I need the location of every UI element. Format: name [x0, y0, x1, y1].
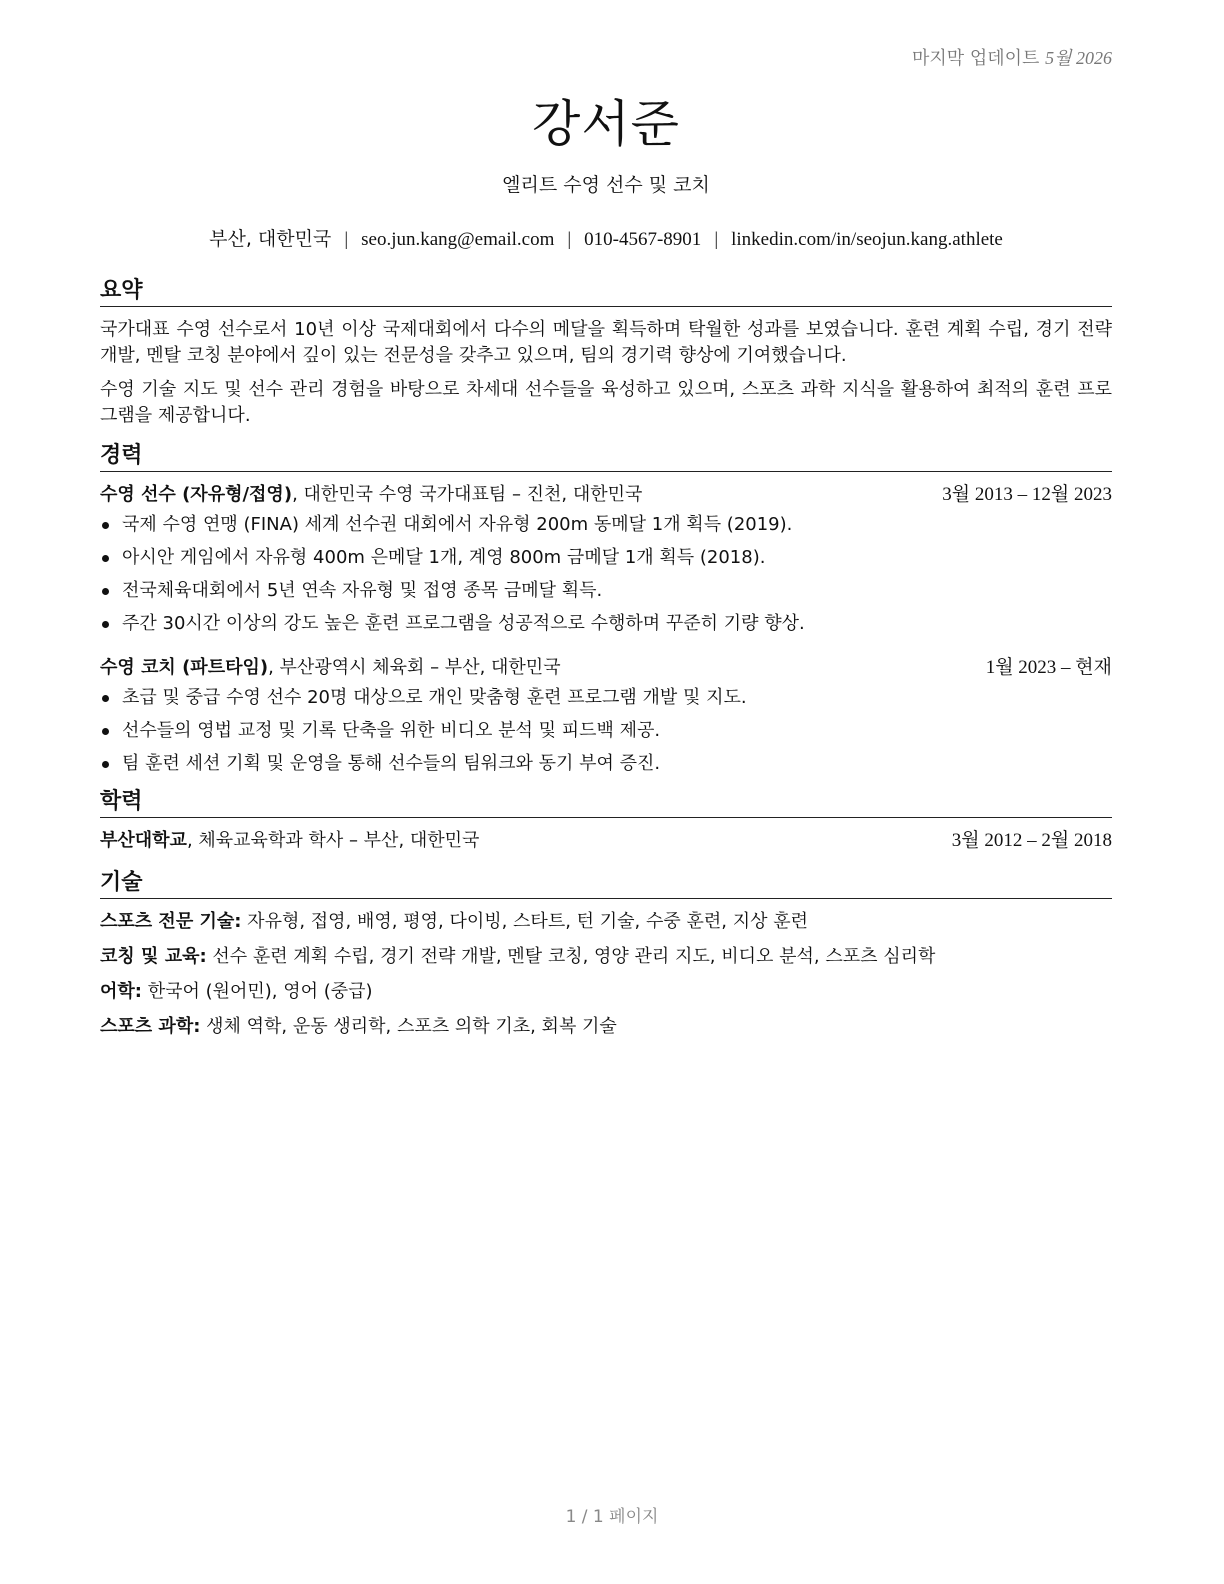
skills-section — [100, 870, 1112, 1040]
education-date: 3월 2012 – 2월 2018 — [951, 830, 1112, 851]
bullet-item — [100, 578, 1112, 604]
bullet-icon — [102, 588, 109, 595]
entry-header — [100, 482, 1112, 508]
bullet-item — [100, 545, 1112, 571]
summary-paragraph: 국가대표 수영 선수로서 10년 이상 국제대회에서 다수의 메달을 획득하며 탁월한 성과를 보였습니다. 훈련 계획 수립, 경기 전략 개발, 멘탈 코칭 분야에서 깊이 있는 전문성을 갖추고 있으며, 팀의 경기력 향상에 기여했습니다. — [100, 319, 1112, 366]
contact-phone: 010-4567-8901 — [584, 229, 702, 250]
skills-row — [100, 909, 1112, 935]
skills-value: 한국어 (원어민), 영어 (중급) — [141, 981, 373, 1002]
bullet-text: 주간 30시간 이상의 강도 높은 훈련 프로그램을 성공적으로 수행하며 꾸준히 기량 향상. — [122, 613, 805, 634]
bullet-icon — [102, 761, 109, 768]
summary-section — [100, 278, 1112, 429]
section-title-education: 학력 — [100, 789, 1112, 818]
bullet-text: 초급 및 중급 수영 선수 20명 대상으로 개인 맞춤형 훈련 프로그램 개발 및 지도. — [122, 687, 747, 708]
bullet-item — [100, 685, 1112, 711]
bullet-item — [100, 611, 1112, 637]
contact-linkedin[interactable]: linkedin.com/in/seojun.kang.athlete — [731, 229, 1003, 250]
skills-label: 코칭 및 교육: — [100, 946, 207, 967]
bullet-item — [100, 512, 1112, 538]
bullet-text: 팀 훈련 세션 기획 및 운영을 통해 선수들의 팀워크와 동기 부여 증진. — [122, 753, 661, 774]
contact-location: 부산, 대한민국 — [209, 228, 332, 250]
summary-paragraph: 수영 기술 지도 및 선수 관리 경험을 바탕으로 차세대 선수들을 육성하고 있으며, 스포츠 과학 지식을 활용하여 최적의 훈련 프로그램을 제공합니다. — [100, 379, 1112, 426]
education-entry — [100, 828, 1112, 854]
contact-line — [100, 224, 1112, 251]
resume-content — [100, 278, 1112, 1049]
candidate-name: 강서준 — [532, 95, 680, 153]
entry-title — [100, 655, 561, 681]
bullet-icon — [102, 621, 109, 628]
education-section — [100, 789, 1112, 854]
contact-separator: | — [344, 229, 349, 250]
bullet-icon — [102, 728, 109, 735]
entry-date: 3월 2013 – 12월 2023 — [942, 484, 1112, 505]
bullet-icon — [102, 695, 109, 702]
skills-value: 생체 역학, 운동 생리학, 스포츠 의학 기초, 회복 기술 — [200, 1016, 617, 1037]
section-title-experience: 경력 — [100, 443, 1112, 472]
bullet-text: 전국체육대회에서 5년 연속 자유형 및 접영 종목 금메달 획득. — [122, 580, 603, 601]
last-updated — [912, 44, 1112, 70]
bullet-text: 선수들의 영법 교정 및 기록 단축을 위한 비디오 분석 및 피드백 제공. — [122, 720, 661, 741]
skills-value: 선수 훈련 계획 수립, 경기 전략 개발, 멘탈 코칭, 영양 관리 지도, 비디오 분석, 스포츠 심리학 — [206, 946, 936, 967]
skills-row — [100, 979, 1112, 1005]
bullet-item — [100, 751, 1112, 777]
contact-email[interactable]: seo.jun.kang@email.com — [361, 229, 555, 250]
entry-role: 수영 코치 (파트타임) — [100, 657, 269, 678]
entry-org: , 대한민국 수영 국가대표팀 – 진천, 대한민국 — [292, 484, 643, 505]
last-updated-label: 마지막 업데이트 — [911, 48, 1040, 69]
entry-bullets — [100, 512, 1112, 637]
entry-title — [100, 482, 642, 508]
bullet-icon — [102, 555, 109, 562]
entry-org: , 부산광역시 체육회 – 부산, 대한민국 — [268, 657, 561, 678]
contact-separator: | — [714, 229, 719, 250]
skills-row — [100, 944, 1112, 970]
contact-separator: | — [567, 229, 572, 250]
education-detail: , 체육교육학과 학사 – 부산, 대한민국 — [186, 830, 480, 851]
experience-entry — [100, 655, 1112, 777]
skills-row — [100, 1014, 1112, 1040]
last-updated-date: 5월 2026 — [1045, 48, 1112, 68]
entry-header — [100, 655, 1112, 681]
section-title-skills: 기술 — [100, 870, 1112, 899]
education-school: 부산대학교 — [100, 830, 187, 851]
experience-entry — [100, 482, 1112, 637]
bullet-item — [100, 718, 1112, 744]
page-footer: 1 / 1 페이지 — [565, 1507, 659, 1527]
bullet-icon — [102, 522, 109, 529]
bullet-text: 아시안 게임에서 자유형 400m 은메달 1개, 계영 800m 금메달 1개 획득 (2018). — [122, 547, 766, 568]
section-title-summary: 요약 — [100, 278, 1112, 307]
resume-page — [100, 0, 1112, 1584]
skills-label: 스포츠 과학: — [100, 1016, 201, 1037]
bullet-text: 국제 수영 연맹 (FINA) 세계 선수권 대회에서 자유형 200m 동메달 1개 획득 (2019). — [122, 514, 793, 535]
entry-date: 1월 2023 – 현재 — [985, 657, 1112, 678]
skills-value: 자유형, 접영, 배영, 평영, 다이빙, 스타트, 턴 기술, 수중 훈련, 지상 훈련 — [241, 911, 808, 932]
education-title — [100, 828, 479, 854]
entry-role: 수영 선수 (자유형/접영) — [100, 484, 293, 505]
entry-bullets — [100, 685, 1112, 777]
experience-section — [100, 443, 1112, 777]
skills-label: 스포츠 전문 기술: — [100, 911, 242, 932]
candidate-subtitle: 엘리트 수영 선수 및 코치 — [502, 174, 710, 196]
skills-label: 어학: — [100, 981, 142, 1002]
